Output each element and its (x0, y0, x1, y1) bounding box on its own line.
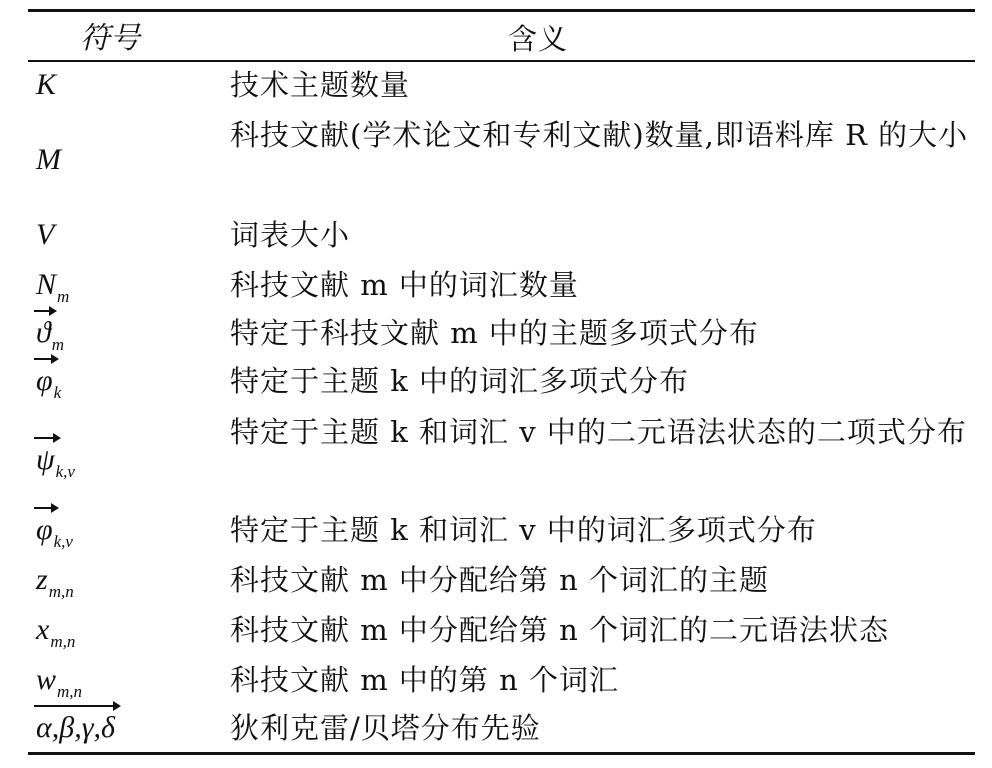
symbol-text: M (36, 143, 61, 176)
meaning-cell: 科技文献 m 中的词汇数量 (230, 268, 579, 302)
symbol-text: K (36, 68, 57, 101)
symbol-subscript: m (57, 287, 70, 306)
vector-symbol: φ (36, 505, 53, 555)
symbol-cell (36, 703, 216, 753)
meaning-cell: 科技文献(学术论文和专利文献)数量,即语料库 R 的大小 (230, 118, 969, 152)
symbol-subscript: k (53, 383, 62, 402)
symbol-subscript: k,v (53, 532, 73, 551)
meaning-cell: 特定于主题 k 和词汇 v 中的词汇多项式分布 (230, 513, 817, 547)
meaning-cell: 技术主题数量 (230, 68, 411, 102)
meaning-cell: 特定于科技文献 m 中的主题多项式分布 (230, 316, 759, 350)
table-bottom-rule (28, 752, 975, 755)
header-meaning: 含义 (508, 22, 569, 56)
meaning-cell: 科技文献 m 中的第 n 个词汇 (230, 663, 620, 697)
symbol-subscript: m,n (50, 632, 76, 651)
meaning-cell: 科技文献 m 中分配给第 n 个词汇的二元语法状态 (230, 613, 890, 647)
symbol-text: w (36, 663, 57, 696)
symbol-subscript: m,n (48, 582, 74, 601)
vector-symbol: ψ (36, 435, 55, 485)
symbol-subscript: k,v (55, 462, 75, 481)
symbol-cell (36, 210, 216, 260)
vector-symbol: φ (36, 356, 53, 406)
vector-symbol: ϑ (36, 308, 51, 358)
symbol-text: N (36, 268, 57, 301)
meaning-cell: 特定于主题 k 和词汇 v 中的二元语法状态的二项式分布 (230, 415, 967, 449)
symbol-cell (36, 356, 216, 418)
meaning-cell: 科技文献 m 中分配给第 n 个词汇的主题 (230, 563, 770, 597)
symbol-text: z (36, 563, 48, 596)
symbol-subscript: m,n (57, 682, 83, 701)
symbol-text: V (36, 218, 55, 251)
symbol-cell (36, 135, 216, 185)
symbol-text: x (36, 613, 50, 646)
table-top-rule (28, 9, 975, 12)
symbol-cell (36, 60, 216, 110)
vector-symbol: α,β,γ,δ (36, 703, 115, 753)
header-symbol: 符号 (80, 22, 140, 55)
meaning-cell: 词表大小 (230, 218, 351, 252)
symbol-cell (36, 435, 216, 497)
meaning-cell: 狄利克雷/贝塔分布先验 (230, 711, 541, 745)
meaning-cell: 特定于主题 k 中的词汇多项式分布 (230, 364, 690, 398)
symbol-subscript: m (51, 335, 65, 354)
